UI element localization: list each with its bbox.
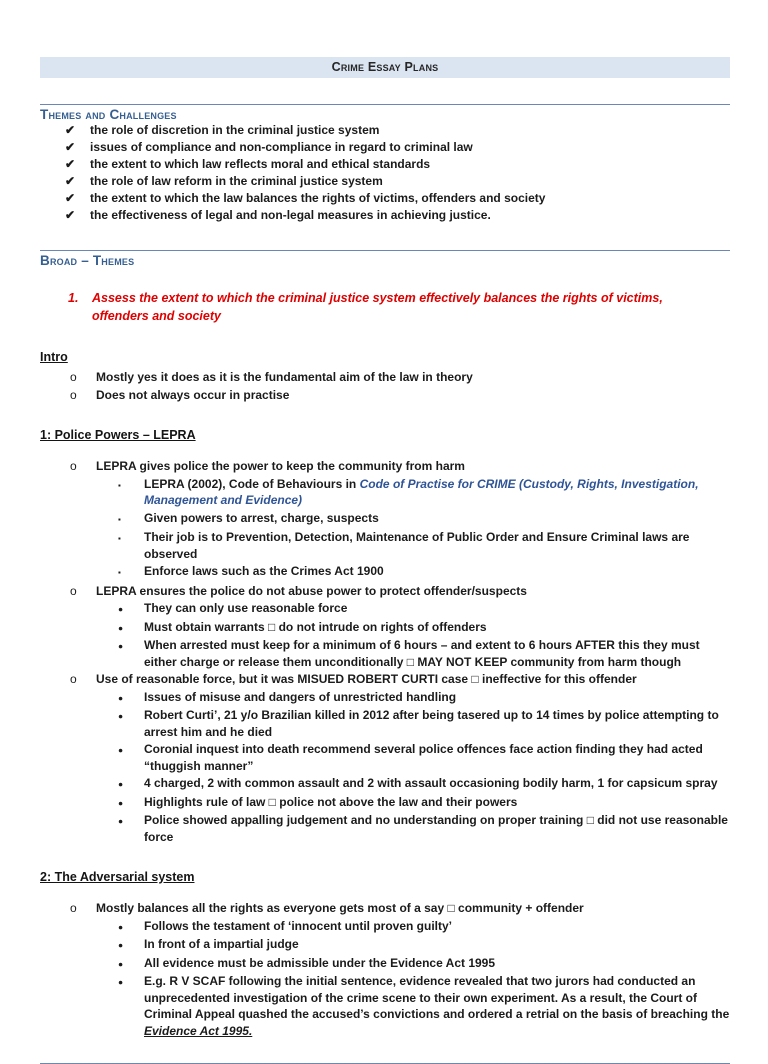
list-item-text: All evidence must be admissible under the Evidence Act 1995	[144, 955, 496, 970]
list-item	[40, 900, 730, 917]
list-item	[40, 689, 730, 707]
list-item	[40, 637, 730, 670]
essay-question-text: Assess the extent to which the criminal justice system effectively balances the rights of victims, offenders and society	[92, 291, 663, 323]
square-bullet-icon: ▪	[118, 514, 121, 524]
checkmark-icon: ✔	[65, 208, 76, 222]
list-item	[40, 458, 730, 475]
list-item-text: Their job is to Prevention, Detection, Maintenance of Public Order and Ensure Criminal laws are observed	[144, 530, 690, 561]
text-run: LEPRA (2002), Code of Behaviours in	[144, 476, 360, 491]
essay-question-number: 1.	[68, 291, 79, 305]
list-item	[40, 476, 730, 509]
list-item-text: They can only use reasonable force	[144, 601, 348, 615]
o-bullet-icon: o	[70, 583, 77, 598]
checkmark-icon: ✔	[65, 157, 76, 171]
dot-bullet-icon: ●	[118, 816, 124, 826]
list-item	[40, 600, 730, 618]
list-item-text	[144, 973, 730, 1039]
list-item	[40, 563, 730, 582]
list-item	[40, 794, 730, 812]
list-item-text: Must obtain warrants □ do not intrude on rights of offenders	[144, 619, 487, 634]
checkmark-icon: ✔	[65, 174, 76, 188]
check-item-text: issues of compliance and non-compliance in regard to criminal law	[90, 140, 473, 154]
dot-bullet-icon: ●	[118, 711, 124, 721]
dot-bullet-icon: ●	[118, 940, 124, 950]
list-item	[40, 583, 730, 600]
bullet-list	[40, 369, 730, 403]
dot-bullet-icon: ●	[118, 604, 124, 614]
o-bullet-icon: o	[70, 370, 77, 384]
list-item	[40, 369, 730, 386]
dot-bullet-icon: ●	[118, 779, 124, 789]
list-item-text: Issues of misuse and dangers of unrestricted handling	[144, 689, 457, 704]
o-bullet-icon: o	[70, 387, 77, 402]
checkmark-icon: ✔	[65, 140, 76, 154]
title-banner	[40, 57, 730, 78]
text-run: E.g. R V SCAF following the initial sentence, evidence revealed that two jurors had conducted an unprecedented investigation of the crime scene to their own experiment. As a result, the Court of Criminal Appeal quashed the accused’s convictions and ordered a retrial on the basis of breaching the	[144, 974, 730, 1021]
list-item	[40, 510, 730, 529]
check-item-text: the extent to which law reflects moral and ethical standards	[90, 157, 431, 171]
list-item-text: Does not always occur in practise	[96, 387, 290, 402]
check-item-text: the effectiveness of legal and non-legal measures in achieving justice.	[90, 208, 491, 222]
checkmark-icon: ✔	[65, 123, 76, 137]
list-item-text: Enforce laws such as the Crimes Act 1900	[144, 564, 384, 578]
subsection-heading	[40, 870, 730, 884]
list-item-text: Mostly yes it does as it is the fundamental aim of the law in theory	[96, 370, 473, 384]
list-item	[40, 973, 730, 1039]
list-item-text: Use of reasonable force, but it was MISUED ROBERT CURTI case □ ineffective for this offender	[96, 672, 637, 686]
o-bullet-icon: o	[70, 459, 77, 473]
text-run: Evidence Act 1995.	[144, 1023, 253, 1038]
text-run: Code of Practise for CRIME (Custody, Rights, Investigation, Management and Evidence)	[144, 476, 699, 507]
subsection-heading-text: Intro	[40, 350, 68, 364]
dot-bullet-icon: ●	[118, 921, 124, 932]
dot-bullet-icon: ●	[118, 692, 124, 703]
list-item-text: 4 charged, 2 with common assault and 2 with assault occasioning bodily harm, 1 for capsicum spray	[144, 776, 718, 790]
list-item-text	[144, 476, 730, 509]
check-item-text: the extent to which the law balances the rights of victims, offenders and society	[90, 191, 546, 205]
subsection-heading-text: 2: The Adversarial system	[40, 870, 195, 884]
list-item-text: Follows the testament of ‘innocent until proven guilty’	[144, 918, 453, 933]
list-item	[40, 812, 730, 845]
bullet-list	[40, 900, 730, 1039]
list-item	[40, 707, 730, 740]
check-item	[40, 190, 730, 207]
list-item-text: Mostly balances all the rights as everyone gets most of a say □ community + offender	[96, 901, 584, 915]
checkmark-icon: ✔	[65, 191, 76, 205]
list-item	[40, 955, 730, 973]
list-item-text: Highlights rule of law □ police not above the law and their powers	[144, 794, 518, 809]
check-item	[40, 139, 730, 156]
dot-bullet-icon: ●	[118, 977, 124, 987]
section-heading-text: Themes and Challenges	[40, 107, 177, 122]
check-item-text: the role of law reform in the criminal justice system	[90, 174, 383, 188]
dot-bullet-icon: ●	[118, 745, 124, 755]
check-item-text: the role of discretion in the criminal justice system	[90, 123, 380, 137]
dot-bullet-icon: ●	[118, 958, 124, 969]
dot-bullet-icon: ●	[118, 622, 124, 633]
list-item-text: In front of a impartial judge	[144, 937, 299, 951]
section-heading	[40, 250, 730, 268]
document-title: Crime Essay Plans	[331, 60, 439, 74]
list-item	[40, 741, 730, 774]
essay-question	[40, 290, 730, 325]
list-item	[40, 918, 730, 936]
list-item	[40, 671, 730, 688]
list-item	[40, 619, 730, 637]
list-item-text: LEPRA gives police the power to keep the community from harm	[96, 459, 465, 473]
subsection-heading	[40, 350, 730, 364]
list-item	[40, 775, 730, 793]
square-bullet-icon: ▪	[118, 568, 121, 577]
list-item-text: Police showed appalling judgement and no understanding on proper training □ did not use reasonable force	[144, 813, 728, 844]
bullet-list	[40, 458, 730, 845]
list-item-text: Given powers to arrest, charge, suspects	[144, 510, 379, 525]
dot-bullet-icon: ●	[118, 797, 124, 808]
subsection-heading-text: 1: Police Powers – LEPRA	[40, 428, 196, 442]
check-item	[40, 156, 730, 173]
list-item-text: Robert Curti’, 21 y/o Brazilian killed in 2012 after being tasered up to 14 times by police attempting to arrest him and he died	[144, 708, 719, 739]
list-item-text: When arrested must keep for a minimum of 6 hours – and extent to 6 hours AFTER this they must either charge or release them unconditionally □ MAY NOT KEEP community from harm though	[144, 638, 700, 669]
list-item	[40, 529, 730, 562]
section-heading-text: Broad – Themes	[40, 253, 135, 268]
check-item	[40, 173, 730, 190]
list-item-text: Coronial inquest into death recommend several police offences face action finding they had acted “thuggish manner”	[144, 742, 703, 773]
square-bullet-icon: ▪	[118, 534, 121, 543]
check-list	[40, 122, 730, 224]
square-bullet-icon: ▪	[118, 480, 121, 490]
subsection-heading	[40, 428, 730, 442]
check-item	[40, 122, 730, 139]
list-item-text: LEPRA ensures the police do not abuse power to protect offender/suspects	[96, 583, 527, 598]
list-item	[40, 387, 730, 404]
o-bullet-icon: o	[70, 672, 77, 686]
dot-bullet-icon: ●	[118, 641, 124, 651]
section-heading	[40, 104, 730, 122]
check-item	[40, 207, 730, 224]
o-bullet-icon: o	[70, 901, 77, 915]
list-item	[40, 936, 730, 954]
document-body	[40, 104, 730, 1064]
